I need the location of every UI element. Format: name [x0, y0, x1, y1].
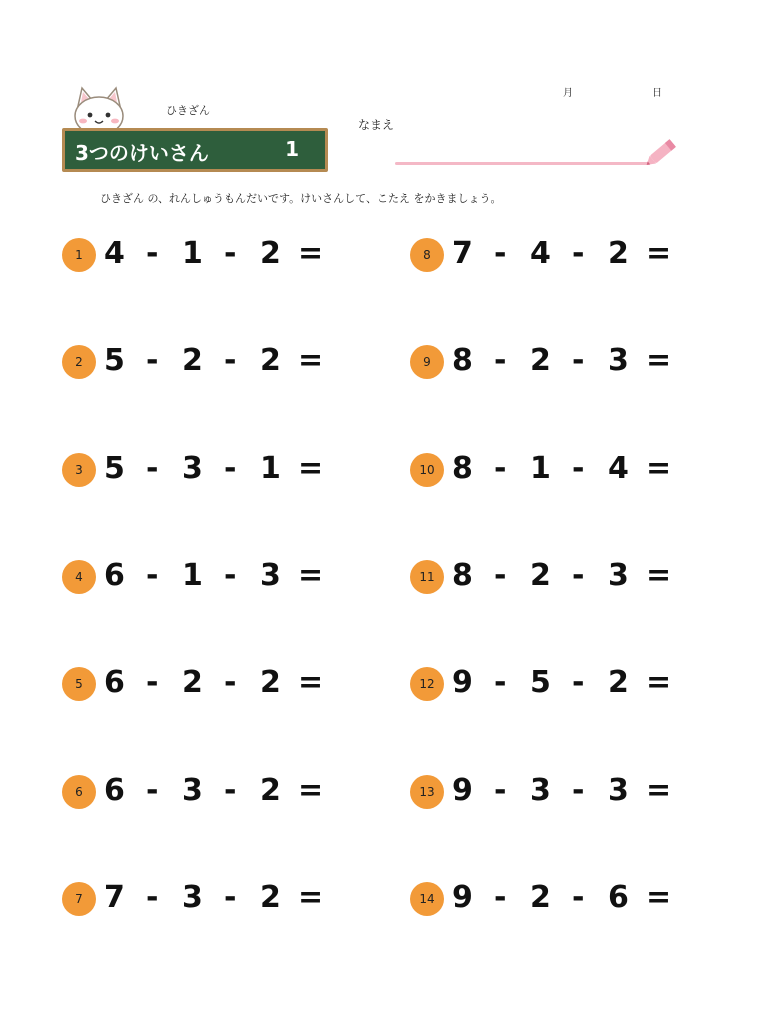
- operand: 6: [104, 558, 125, 593]
- minus-operator: -: [146, 451, 159, 486]
- problem-number-badge: 11: [410, 560, 444, 594]
- problem-item: [62, 663, 362, 703]
- operand: 5: [104, 343, 125, 378]
- equals-sign: =: [646, 773, 672, 808]
- operand: 8: [452, 343, 473, 378]
- operand: 2: [530, 880, 551, 915]
- problem-number-badge: 10: [410, 453, 444, 487]
- minus-operator: -: [224, 880, 237, 915]
- problem-number-badge: 5: [62, 667, 96, 701]
- minus-operator: -: [224, 343, 237, 378]
- problem-number-badge: 12: [410, 667, 444, 701]
- operand: 6: [104, 773, 125, 808]
- equals-sign: =: [298, 880, 324, 915]
- minus-operator: -: [494, 880, 507, 915]
- operand: 2: [530, 558, 551, 593]
- operand: 3: [260, 558, 281, 593]
- minus-operator: -: [224, 773, 237, 808]
- problem-number-badge: 7: [62, 882, 96, 916]
- day-label: 日: [652, 88, 662, 99]
- operand: 2: [182, 343, 203, 378]
- operand: 4: [530, 236, 551, 271]
- worksheet-kicker: ひきざん: [166, 104, 210, 117]
- operand: 3: [182, 880, 203, 915]
- operand: 2: [260, 880, 281, 915]
- minus-operator: -: [224, 558, 237, 593]
- problem-number-badge: 13: [410, 775, 444, 809]
- minus-operator: -: [572, 773, 585, 808]
- operand: 1: [182, 236, 203, 271]
- equals-sign: =: [646, 558, 672, 593]
- minus-operator: -: [572, 236, 585, 271]
- minus-operator: -: [494, 665, 507, 700]
- operand: 3: [608, 343, 629, 378]
- problem-number-badge: 14: [410, 882, 444, 916]
- problem-item: [410, 341, 710, 381]
- operand: 1: [530, 451, 551, 486]
- operand: 2: [608, 236, 629, 271]
- equals-sign: =: [646, 451, 672, 486]
- operand: 8: [452, 451, 473, 486]
- equals-sign: =: [298, 343, 324, 378]
- sheet-number: 1: [285, 137, 299, 161]
- crayon-icon: [640, 132, 684, 172]
- operand: 2: [260, 236, 281, 271]
- minus-operator: -: [572, 343, 585, 378]
- problem-number-badge: 3: [62, 453, 96, 487]
- operand: 5: [104, 451, 125, 486]
- operand: 3: [182, 451, 203, 486]
- operand: 5: [530, 665, 551, 700]
- name-writing-line[interactable]: [395, 162, 650, 165]
- problem-item: [62, 556, 362, 596]
- problem-number-badge: 8: [410, 238, 444, 272]
- name-label: なまえ: [358, 118, 395, 132]
- problem-number-badge: 1: [62, 238, 96, 272]
- operand: 1: [182, 558, 203, 593]
- operand: 3: [608, 558, 629, 593]
- minus-operator: -: [146, 880, 159, 915]
- minus-operator: -: [572, 558, 585, 593]
- minus-operator: -: [572, 451, 585, 486]
- operand: 9: [452, 880, 473, 915]
- operand: 2: [260, 773, 281, 808]
- equals-sign: =: [298, 558, 324, 593]
- equals-sign: =: [298, 451, 324, 486]
- minus-operator: -: [146, 236, 159, 271]
- problem-number-badge: 9: [410, 345, 444, 379]
- operand: 6: [608, 880, 629, 915]
- minus-operator: -: [224, 665, 237, 700]
- problem-item: [410, 234, 710, 274]
- problem-item: [62, 341, 362, 381]
- title-board: [62, 128, 328, 172]
- operand: 1: [260, 451, 281, 486]
- equals-sign: =: [298, 773, 324, 808]
- operand: 2: [608, 665, 629, 700]
- equals-sign: =: [646, 880, 672, 915]
- problem-number-badge: 2: [62, 345, 96, 379]
- worksheet-header: [62, 84, 328, 176]
- equals-sign: =: [646, 236, 672, 271]
- operand: 9: [452, 665, 473, 700]
- operand: 7: [452, 236, 473, 271]
- minus-operator: -: [494, 558, 507, 593]
- minus-operator: -: [146, 343, 159, 378]
- minus-operator: -: [494, 236, 507, 271]
- problem-item: [62, 449, 362, 489]
- problem-item: [410, 556, 710, 596]
- minus-operator: -: [146, 665, 159, 700]
- problem-item: [62, 878, 362, 918]
- minus-operator: -: [494, 451, 507, 486]
- problem-item: [62, 771, 362, 811]
- problem-item: [410, 771, 710, 811]
- operand: 3: [608, 773, 629, 808]
- minus-operator: -: [224, 236, 237, 271]
- minus-operator: -: [494, 773, 507, 808]
- operand: 2: [260, 343, 281, 378]
- minus-operator: -: [572, 880, 585, 915]
- instructions-text: ひきざん の、れんしゅうもんだいです。けいさんして、こたえ をかきましょう。: [100, 192, 502, 205]
- equals-sign: =: [646, 343, 672, 378]
- operand: 4: [104, 236, 125, 271]
- operand: 6: [104, 665, 125, 700]
- month-label: 月: [563, 88, 573, 99]
- operand: 2: [530, 343, 551, 378]
- minus-operator: -: [146, 558, 159, 593]
- minus-operator: -: [572, 665, 585, 700]
- operand: 3: [530, 773, 551, 808]
- problem-item: [410, 663, 710, 703]
- minus-operator: -: [146, 773, 159, 808]
- problem-item: [410, 878, 710, 918]
- equals-sign: =: [646, 665, 672, 700]
- operand: 3: [182, 773, 203, 808]
- minus-operator: -: [494, 343, 507, 378]
- operand: 2: [260, 665, 281, 700]
- worksheet-title: 3つのけいさん: [75, 141, 209, 165]
- equals-sign: =: [298, 236, 324, 271]
- operand: 4: [608, 451, 629, 486]
- problem-number-badge: 6: [62, 775, 96, 809]
- operand: 8: [452, 558, 473, 593]
- problem-number-badge: 4: [62, 560, 96, 594]
- operand: 9: [452, 773, 473, 808]
- problem-item: [62, 234, 362, 274]
- minus-operator: -: [224, 451, 237, 486]
- operand: 2: [182, 665, 203, 700]
- operand: 7: [104, 880, 125, 915]
- equals-sign: =: [298, 665, 324, 700]
- problem-item: [410, 449, 710, 489]
